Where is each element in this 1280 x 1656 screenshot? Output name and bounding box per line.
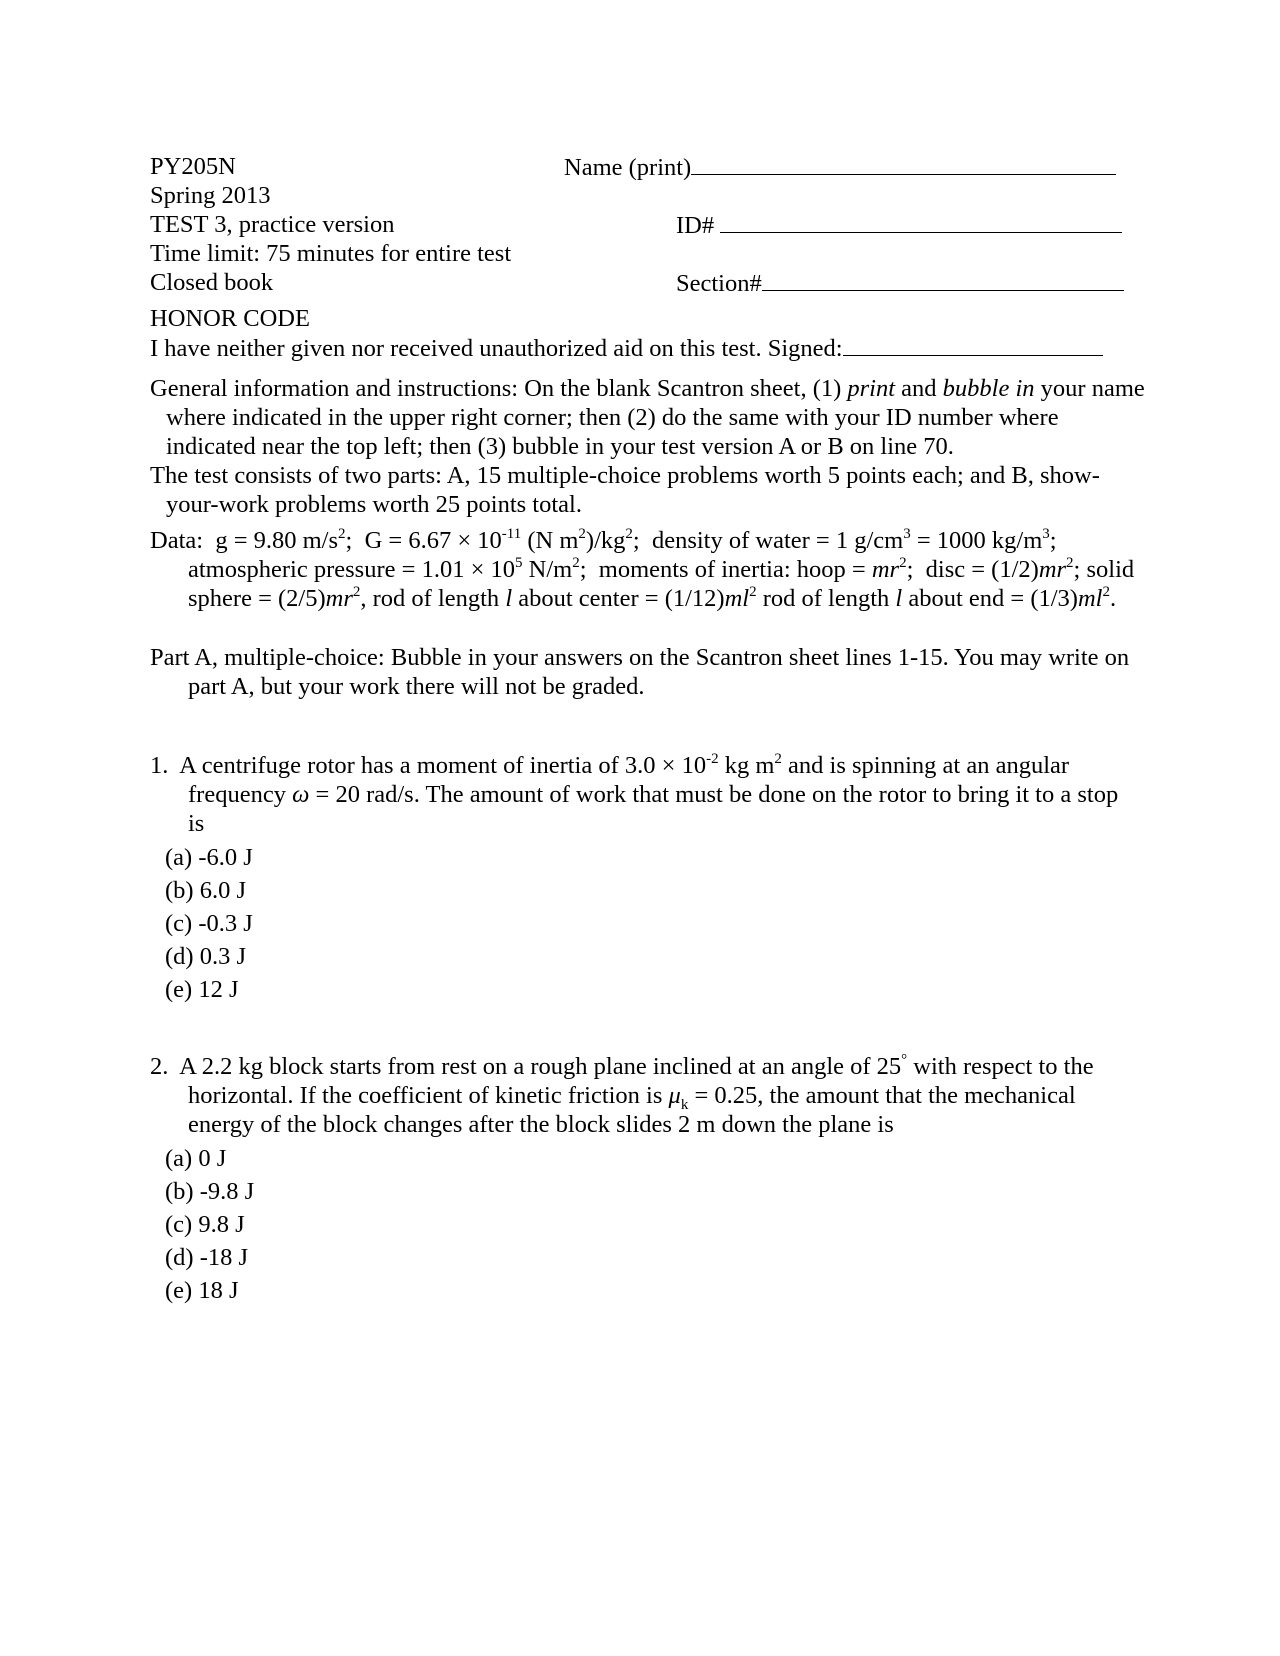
grav-units-b: )/kg: [585, 527, 626, 554]
grav-constant: G = 6.67 × 10: [364, 527, 502, 554]
instructions-text-b: your name where indicated in the upper right corner; then (2) do the same with your ID number where indicated near the top left; then (3) bubble in your test version A or B on line 70.: [166, 375, 1145, 460]
degree-symbol: °: [901, 1051, 908, 1068]
closed-book: Closed book: [150, 269, 274, 296]
name-label: Name (print): [564, 154, 692, 181]
honor-statement: [150, 333, 1103, 363]
answer-option[interactable]: (d) -18 J: [165, 1244, 249, 1271]
omega-symbol: ω: [292, 781, 310, 808]
answer-option[interactable]: (d) 0.3 J: [165, 943, 246, 970]
rod-center-a: , rod of length: [360, 585, 506, 612]
and-word: and: [895, 375, 943, 402]
part-a-instructions: Part A, multiple-choice: Bubble in your answers on the Scantron sheet lines 1-15. You may write on part A, but your work there will not be graded.: [150, 644, 1130, 700]
id-blank[interactable]: [720, 210, 1122, 233]
mu-subscript: k: [680, 1096, 689, 1113]
id-field[interactable]: [676, 210, 1122, 240]
water-density-b: = 1000 kg/m: [910, 527, 1043, 554]
id-label: ID#: [676, 212, 715, 239]
question-1-text-a: A centrifuge rotor has a moment of inertia of 3.0 × 10: [179, 752, 707, 779]
name-field[interactable]: [564, 152, 1116, 182]
test-title: TEST 3, practice version: [150, 211, 395, 238]
answer-option[interactable]: (b) 6.0 J: [165, 877, 246, 904]
signature-blank[interactable]: [843, 333, 1103, 356]
atm-units: N/m: [522, 556, 573, 583]
answer-option[interactable]: (a) 0 J: [165, 1145, 227, 1172]
question-1-text-b: kg m: [718, 752, 775, 779]
question-2-text-b: with respect to the horizontal. If the coefficient of kinetic friction is: [188, 1053, 1094, 1109]
instructions-text-a: General information and instructions: On the blank Scantron sheet, (1): [150, 375, 848, 402]
course-code: PY205N: [150, 153, 236, 180]
sphere-moment: solid sphere = (2/5): [188, 556, 1135, 612]
section-blank[interactable]: [762, 268, 1124, 291]
question-1: [150, 751, 1130, 1006]
answer-option[interactable]: (a) -6.0 J: [165, 844, 253, 871]
question-2-text: [150, 1052, 1130, 1139]
answer-option[interactable]: (c) 9.8 J: [165, 1211, 245, 1238]
answer-option[interactable]: (c) -0.3 J: [165, 910, 253, 937]
grav-units-a: (N m: [527, 527, 579, 554]
question-2: [150, 1052, 1130, 1307]
bubble-word: bubble in: [942, 375, 1035, 402]
rod-end-b: about end = (1/3): [902, 585, 1078, 612]
honor-statement-text: I have neither given nor received unauthorized aid on this test. Signed:: [150, 335, 843, 362]
question-1-options: [150, 841, 1130, 1006]
mu-symbol: μ: [668, 1082, 681, 1109]
question-1-number: 1.: [150, 752, 169, 779]
name-blank[interactable]: [691, 152, 1116, 175]
rod-center-b: about center = (1/12): [512, 585, 725, 612]
question-2-text-a: A 2.2 kg block starts from rest on a rough plane inclined at an angle of 25: [179, 1053, 902, 1080]
gravity-value: g = 9.80 m/s: [215, 527, 339, 554]
rod-end-a: rod of length: [756, 585, 896, 612]
question-1-text: 1. A centrifuge rotor has a moment of inertia of $3.0 \times 10^{-2}$ kg $m^2$ and is spinning at an angular frequency ω = 20 rad/s. The amount of work that must be done on the rotor to bring it to a stop is: [150, 750, 1119, 837]
honor-code-title: HONOR CODE: [150, 305, 310, 332]
term: Spring 2013: [150, 182, 271, 209]
data-label: Data:: [150, 527, 204, 554]
question-1-text-c: and is spinning at an angular frequency: [188, 752, 1070, 808]
test-parts: The test consists of two parts: A, 15 multiple-choice problems worth 5 points each; and B, show-your-work problems worth 25 points total.: [150, 462, 1100, 518]
disc-moment: disc = (1/2): [925, 556, 1039, 583]
answer-option[interactable]: (e) 12 J: [165, 976, 239, 1003]
atm-pressure: atmospheric pressure = 1.01 × 10: [188, 556, 516, 583]
general-instructions: [150, 374, 1146, 461]
data-constants: Data: g = 9.80 $m/s^2$; $G = 6.67 \times 10^{-11}$ (N $m^2)/kg^2$; density of water = 1 $g/cm^3 = 1000$ $kg/m^3$; atmospheric pressure = $1.01 \times 10^5$ $N/m^2$; moments of inertia: hoop = $mr^2$; disc = $(1/2)mr^2$; solid sphere = $(2/5)mr^2$, rod of length l about center = $(1/12)ml^2$ rod of length l about end = $(1/3)ml^2$.: [150, 525, 1135, 612]
grav-constant-exp: -11: [501, 525, 522, 542]
print-word: print: [847, 375, 896, 402]
question-2-text-c: = 0.25, the amount that the mechanical energy of the block changes after the block slides 2 m down the plane is: [188, 1082, 1076, 1138]
question-1-exp: -2: [706, 750, 719, 767]
water-density-a: density of water = 1 g/cm: [651, 527, 904, 554]
section-field[interactable]: [676, 268, 1124, 298]
answer-option[interactable]: (e) 18 J: [165, 1277, 239, 1304]
answer-option[interactable]: (b) -9.8 J: [165, 1178, 255, 1205]
question-1-text-d: = 20 rad/s. The amount of work that must be done on the rotor to bring it to a stop is: [188, 781, 1119, 837]
time-limit: Time limit: 75 minutes for entire test: [150, 240, 512, 267]
question-2-options: [150, 1142, 1130, 1307]
moments-label: moments of inertia: hoop =: [598, 556, 872, 583]
atm-exp: 5: [515, 554, 523, 571]
section-label: Section#: [676, 270, 762, 297]
question-2-number: 2.: [150, 1053, 169, 1080]
